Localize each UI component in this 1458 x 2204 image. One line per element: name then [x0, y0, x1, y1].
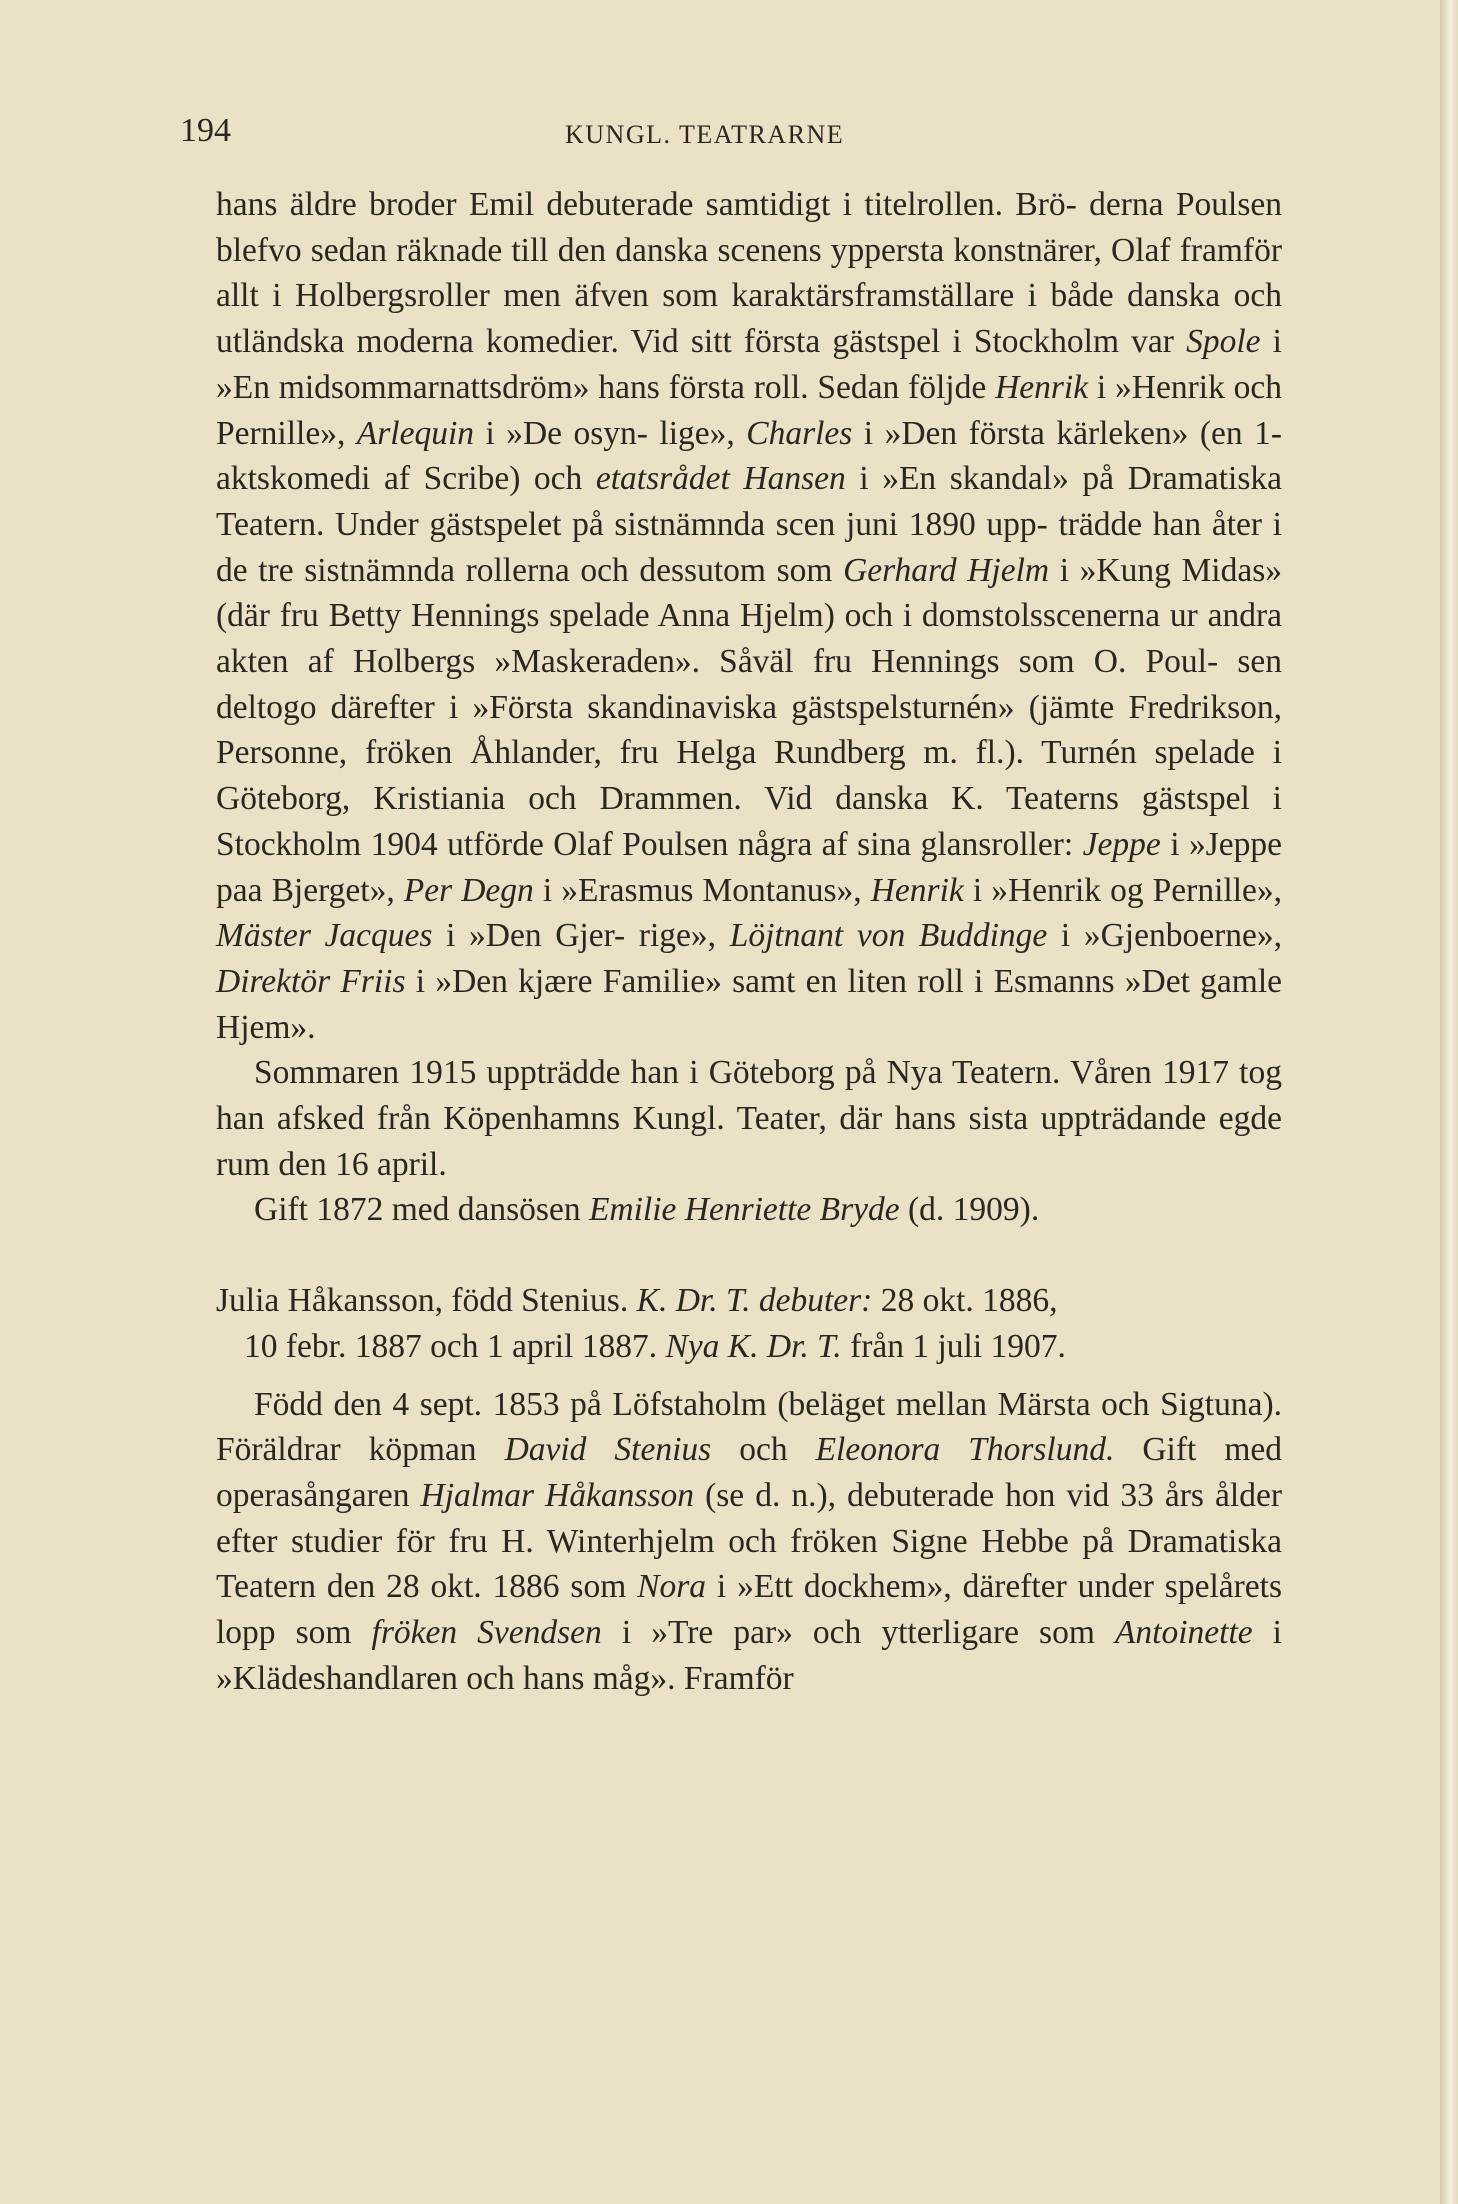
paragraph-marriage: Gift 1872 med dansösen Emilie Henriette Bryde (d. 1909).	[254, 1191, 1040, 1229]
running-head: KUNGL. TEATRARNE	[565, 120, 845, 149]
body-text	[216, 182, 1282, 1702]
paragraph-hakansson-bio: Född den 4 sept. 1853 på Löfstaholm (beläget mellan Märsta och Sigtuna). Föräldrar köpman David Stenius och Eleonora Thorslund. Gift med operasångaren Hjalmar Håkansson (se d. n.), debuterade hon vid 33 års ålder efter studier för fru H. Winterhjelm och fröken Signe Hebbe på Dramatiska Teatern den 28 okt. 1886 som Nora i »Ett dockhem», därefter under spelårets lopp som fröken Svendsen i »Tre par» och ytterligare som Antoinette i »Klädeshandlaren och hans måg». Framför	[216, 1385, 1282, 1697]
entry-heading-line-2: 10 febr. 1887 och 1 april 1887. Nya K. Dr. T. från 1 juli 1907.	[244, 1327, 1066, 1365]
biography-entry-heading	[188, 1278, 1282, 1369]
paragraph-1915: Sommaren 1915 uppträdde han i Göteborg på Nya Teatern. Våren 1917 tog han afsked från Köpenhamns Kungl. Teater, där hans sista uppträdande egde rum den 16 april.	[216, 1054, 1282, 1183]
page-number: 194	[180, 112, 231, 149]
entry-heading-line-1: Julia Håkansson, född Stenius. K. Dr. T. debuter: 28 okt. 1886,	[216, 1282, 1058, 1320]
page-header	[180, 112, 1290, 162]
entry-name: Julia Håkansson, född Stenius.	[216, 1282, 629, 1320]
page-edge	[1440, 0, 1458, 2204]
section-gap	[216, 1233, 1282, 1278]
paragraph-poulsen-career: hans äldre broder Emil debuterade samtidigt i titelrollen. Brö- derna Poulsen blefvo sedan räknade till den danska scenens yppersta konstnärer, Olaf framför allt i Holbergsroller men äfven som karaktärsframställare i både danska och utländska moderna komedier. Vid sitt första gästspel i Stockholm var Spole i »En midsommarnattsdröm» hans första roll. Sedan följde Henrik i »Henrik och Pernille», Arlequin i »De osyn- lige», Charles i »Den första kärleken» (en 1-aktskomedi af Scribe) och etatsrådet Hansen i »En skandal» på Dramatiska Teatern. Under gästspelet på sistnämnda scen juni 1890 upp- trädde han åter i de tre sistnämnda rollerna och dessutom som Gerhard Hjelm i »Kung Midas» (där fru Betty Hennings spelade Anna Hjelm) och i domstolsscenerna ur andra akten af Holbergs »Maskeraden». Såväl fru Hennings som O. Poul- sen deltogo därefter i »Första skandinaviska gästspelsturnén» (jämte Fredrikson, Personne, fröken Åhlander, fru Helga Rundberg m. fl.). Turnén spelade i Göteborg, Kristiania och Drammen. Vid danska K. Teaterns gästspel i Stockholm 1904 utförde Olaf Poulsen några af sina glansroller: Jeppe i »Jeppe paa Bjerget», Per Degn i »Erasmus Montanus», Henrik i »Henrik og Pernille», Mäster Jacques i »Den Gjer- rige», Löjtnant von Buddinge i »Gjenboerne», Direktör Friis i »Den kjære Familie» samt en liten roll i Esmanns »Det gamle Hjem».	[216, 186, 1283, 1046]
